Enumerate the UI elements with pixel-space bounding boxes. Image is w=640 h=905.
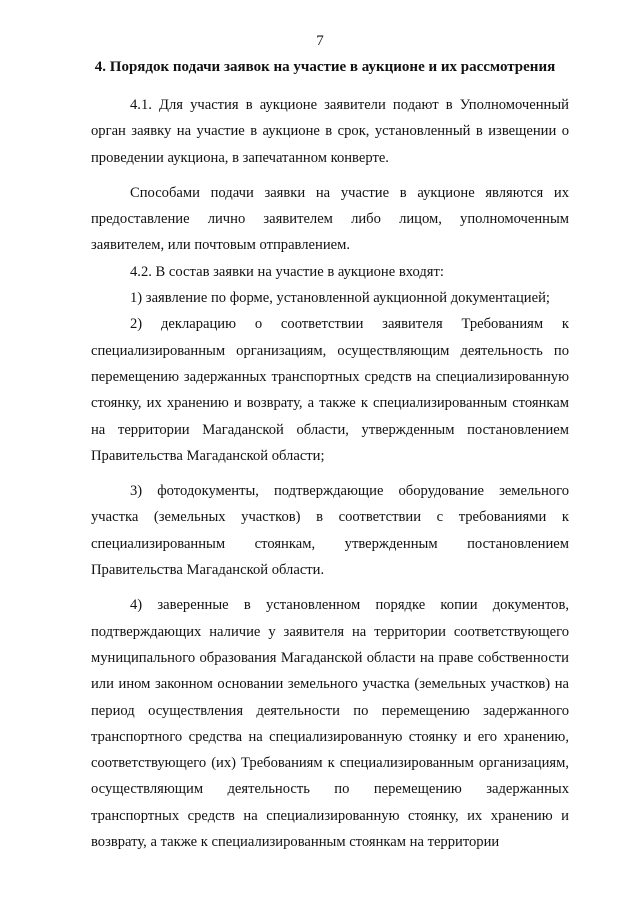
paragraph-4-2: 4.2. В состав заявки на участие в аукционе входят: [130,263,444,280]
paragraph-4-1: 4.1. Для участия в аукционе заявители подают в Уполномоченный орган заявку на участие в аукционе в срок, установленный в извещении о проведении аукциона, в запечатанном конверте. [91,97,569,166]
page-number: 7 [316,33,324,49]
paragraph-submission-methods: Способами подачи заявки на участие в аукционе являются их предоставление лично заявителем либо лицом, уполномоченным заявителем, или почтовым отправлением. [91,184,569,254]
list-item-3: 3) фотодокументы, подтверждающие оборудование земельного участка (земельных участков) в соответствии с требованиями к специализированным стоянкам, утвержденным постановлением Правительства Магаданской области. [91,483,569,579]
list-item-4: 4) заверенные в установленном порядке копии документов, подтверждающих наличие у заявителя на территории соответствующего муниципального образования Магаданской области на праве собственности или ином законном основании земельного участка (земельных участков) на период осуществления деятельности по перемещению задержанного транспортного средства на специализированную стоянку и его хранению, соответствующего (их) Требованиям к специализированным организациям, осуществляющим деятельность по перемещению задержанных транспортных средств на специализированную стоянку, их хранению и возврату, а также к специализированным стоянкам на территории [91,597,569,851]
section-title: 4. Порядок подачи заявок на участие в аукционе и их рассмотрения [94,59,556,75]
body-text [91,92,569,855]
list-item-1: 1) заявление по форме, установленной аукционной документацией; [130,290,550,307]
list-item-2: 2) декларацию о соответствии заявителя Требованиям к специализированным организациям, осуществляющим деятельность по перемещению задержанных транспортных средств на специализированную стоянку, их хранению и возврату, а также к специализированным стоянкам на территории Магаданской области, утвержденным постановлением Правительства Магаданской области; [91,316,569,464]
